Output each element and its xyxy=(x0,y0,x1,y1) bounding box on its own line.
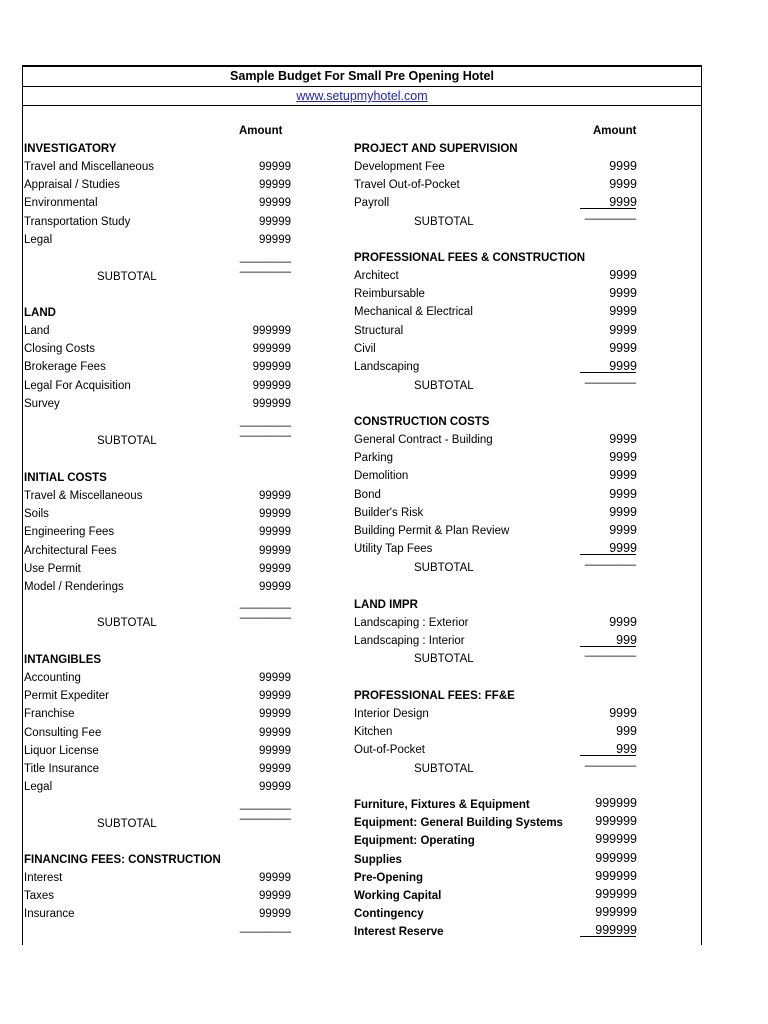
subtotal-blank: ________ xyxy=(239,415,291,427)
subtotal-label: SUBTOTAL xyxy=(97,617,157,629)
line-item-label: Environmental xyxy=(24,197,98,210)
line-item-label: Building Permit & Plan Review xyxy=(354,525,510,537)
line-item-label: Development Fee xyxy=(354,161,445,173)
section-heading-land: LAND xyxy=(24,307,56,319)
line-item-amount: 9999 xyxy=(609,432,637,446)
subtotal-blank: ________ xyxy=(239,597,291,609)
total-item-amount: 999999 xyxy=(595,850,637,865)
subtotal-label: SUBTOTAL xyxy=(97,271,157,283)
line-item-label: Travel and Miscellaneous xyxy=(24,161,154,173)
line-item-amount: 999 xyxy=(616,633,637,648)
total-item-label: Supplies xyxy=(354,853,402,866)
line-item-amount: 99999 xyxy=(259,544,291,557)
line-item-amount: 9999 xyxy=(609,304,637,319)
total-item-label: Working Capital xyxy=(354,890,442,902)
total-item-amount: 999999 xyxy=(595,832,637,847)
line-item-label: Payroll xyxy=(354,197,390,210)
line-item-label: Model / Renderings xyxy=(24,581,124,593)
line-item-amount: 99999 xyxy=(259,197,291,210)
line-item-label: Utility Tap Fees xyxy=(354,543,433,556)
total-item-label: Contingency xyxy=(354,908,424,921)
line-item-amount: 99999 xyxy=(259,908,291,921)
line-item-label: Closing Costs xyxy=(24,343,95,356)
line-item-label: Insurance xyxy=(24,908,75,921)
line-item-amount: 999999 xyxy=(252,343,291,356)
subtotal-label: SUBTOTAL xyxy=(414,216,474,228)
total-item-amount: 999999 xyxy=(595,796,637,810)
section-heading-construction: CONSTRUCTION COSTS xyxy=(354,416,490,428)
line-item-amount: 99999 xyxy=(259,233,291,246)
line-item-label: Title Insurance xyxy=(24,763,99,775)
website-link-row xyxy=(23,87,701,106)
line-item-amount: 9999 xyxy=(609,450,637,465)
line-item-amount: 9999 xyxy=(609,340,637,355)
line-item-label: Liquor License xyxy=(24,744,99,757)
line-item-label: Landscaping : Exterior xyxy=(354,617,469,629)
subtotal-label: SUBTOTAL xyxy=(97,435,157,447)
line-item-amount: 9999 xyxy=(609,615,637,629)
total-item-amount: 999999 xyxy=(595,923,637,938)
line-item-amount: 99999 xyxy=(259,763,291,775)
line-item-amount: 999999 xyxy=(252,325,291,337)
line-item-label: Legal xyxy=(24,233,53,246)
line-item-amount: 9999 xyxy=(609,195,637,210)
line-item-label: Consulting Fee xyxy=(24,726,102,739)
subtotal-blank: ________ xyxy=(239,607,291,619)
website-link[interactable]: www.setupmyhotel.com xyxy=(296,89,428,103)
line-item-amount: 99999 xyxy=(259,562,291,575)
line-item-amount: 9999 xyxy=(609,706,637,720)
line-item-label: Interest xyxy=(24,872,63,884)
total-item-amount: 999999 xyxy=(595,887,637,901)
line-item-amount: 999 xyxy=(616,724,637,739)
line-item-amount: 9999 xyxy=(609,541,637,556)
line-item-label: Kitchen xyxy=(354,726,393,739)
line-item-label: Structural xyxy=(354,324,404,337)
line-item-label: General Contract - Building xyxy=(354,434,493,446)
line-item-label: Reimbursable xyxy=(354,288,425,301)
section-heading-investigatory: INVESTIGATORY xyxy=(24,143,117,155)
line-item-label: Franchise xyxy=(24,708,75,721)
line-item-amount: 99999 xyxy=(259,581,291,593)
total-item-amount: 999999 xyxy=(595,814,637,829)
subtotal-label: SUBTOTAL xyxy=(414,562,474,574)
line-item-label: Travel Out-of-Pocket xyxy=(354,179,460,192)
subtotal-blank: ________ xyxy=(239,425,291,437)
subtotal-label: SUBTOTAL xyxy=(414,763,474,775)
line-item-amount: 9999 xyxy=(609,486,637,501)
line-item-amount: 9999 xyxy=(609,359,637,373)
subtotal-blank: ________ xyxy=(239,798,291,810)
line-item-label: Accounting xyxy=(24,672,81,684)
total-item-label: Furniture, Fixtures & Equipment xyxy=(354,799,530,811)
line-item-label: Appraisal / Studies xyxy=(24,179,120,192)
subtotal-label: SUBTOTAL xyxy=(414,380,474,392)
line-item-amount: 9999 xyxy=(609,322,637,337)
line-item-label: Out-of-Pocket xyxy=(354,744,425,757)
line-item-amount: 9999 xyxy=(609,468,637,483)
line-item-label: Mechanical & Electrical xyxy=(354,306,473,319)
line-item-label: Survey xyxy=(24,397,60,410)
line-item-amount: 9999 xyxy=(609,504,637,519)
subtotal-label: SUBTOTAL xyxy=(97,818,157,830)
section-heading-initial_costs: INITIAL COSTS xyxy=(24,472,107,484)
line-item-amount: 99999 xyxy=(259,872,291,884)
subtotal-blank: ________ xyxy=(584,372,636,384)
line-item-label: Soils xyxy=(24,508,49,521)
line-item-label: Permit Expediter xyxy=(24,690,110,703)
total-item-amount: 999999 xyxy=(595,905,637,920)
line-item-amount: 9999 xyxy=(609,177,637,192)
line-item-amount: 9999 xyxy=(609,159,637,173)
subtotal-blank: ________ xyxy=(584,554,636,566)
section-heading-ffe: PROFESSIONAL FEES: FF&E xyxy=(354,690,515,702)
line-item-label: Land xyxy=(24,325,50,337)
line-item-amount: 99999 xyxy=(259,490,291,502)
underline-bar xyxy=(580,936,636,937)
subtotal-blank: ________ xyxy=(584,755,636,767)
subtotal-label: SUBTOTAL xyxy=(414,653,474,665)
section-heading-professional: PROFESSIONAL FEES & CONSTRUCTION xyxy=(354,252,586,264)
line-item-amount: 9999 xyxy=(609,286,637,301)
subtotal-blank: ________ xyxy=(239,251,291,263)
line-item-label: Legal For Acquisition xyxy=(24,379,131,392)
amount-header-left: Amount xyxy=(239,125,283,137)
total-item-label: Equipment: General Building Systems xyxy=(354,817,563,830)
section-heading-intangibles: INTANGIBLES xyxy=(24,654,102,666)
line-item-amount: 999 xyxy=(616,742,637,757)
line-item-amount: 99999 xyxy=(259,744,291,757)
line-item-amount: 99999 xyxy=(259,179,291,192)
subtotal-blank: ________ xyxy=(239,921,291,933)
line-item-amount: 99999 xyxy=(259,526,291,539)
subtotal-blank: ________ xyxy=(584,208,636,220)
section-heading-project: PROJECT AND SUPERVISION xyxy=(354,143,518,155)
line-item-label: Brokerage Fees xyxy=(24,361,106,374)
line-item-label: Landscaping : Interior xyxy=(354,635,465,648)
section-heading-financing: FINANCING FEES: CONSTRUCTION xyxy=(24,854,221,866)
subtotal-blank: ________ xyxy=(239,808,291,820)
line-item-label: Builder's Risk xyxy=(354,506,424,519)
line-item-label: Use Permit xyxy=(24,562,81,575)
line-item-amount: 99999 xyxy=(259,708,291,721)
line-item-label: Taxes xyxy=(24,890,55,903)
subtotal-blank: ________ xyxy=(584,645,636,657)
line-item-label: Landscaping xyxy=(354,361,420,373)
total-item-label: Interest Reserve xyxy=(354,926,444,939)
line-item-label: Travel & Miscellaneous xyxy=(24,490,143,502)
line-item-label: Civil xyxy=(354,342,376,355)
line-item-amount: 99999 xyxy=(259,781,291,794)
line-item-amount: 99999 xyxy=(259,672,291,684)
line-item-amount: 9999 xyxy=(609,523,637,537)
line-item-amount: 99999 xyxy=(259,690,291,703)
line-item-amount: 99999 xyxy=(259,215,291,228)
line-item-amount: 99999 xyxy=(259,508,291,521)
line-item-label: Architectural Fees xyxy=(24,544,117,557)
line-item-amount: 99999 xyxy=(259,161,291,173)
line-item-amount: 9999 xyxy=(609,268,637,282)
line-item-label: Transportation Study xyxy=(24,215,131,228)
line-item-amount: 999999 xyxy=(252,361,291,374)
line-item-amount: 99999 xyxy=(259,890,291,903)
line-item-label: Bond xyxy=(354,488,381,501)
line-item-label: Architect xyxy=(354,270,399,282)
line-item-label: Engineering Fees xyxy=(24,526,115,539)
sheet-title: Sample Budget For Small Pre Opening Hotel xyxy=(23,67,701,87)
line-item-label: Legal xyxy=(24,781,53,794)
line-item-label: Demolition xyxy=(354,470,409,483)
subtotal-blank: ________ xyxy=(239,261,291,273)
total-item-label: Equipment: Operating xyxy=(354,835,475,848)
line-item-label: Parking xyxy=(354,452,393,465)
total-item-amount: 999999 xyxy=(595,868,637,883)
line-item-amount: 999999 xyxy=(252,397,291,410)
total-item-label: Pre-Opening xyxy=(354,871,424,884)
line-item-amount: 99999 xyxy=(259,726,291,739)
section-heading-land_impr: LAND IMPR xyxy=(354,599,418,611)
line-item-label: Interior Design xyxy=(354,708,429,720)
line-item-amount: 999999 xyxy=(252,379,291,392)
amount-header-right: Amount xyxy=(593,125,637,137)
